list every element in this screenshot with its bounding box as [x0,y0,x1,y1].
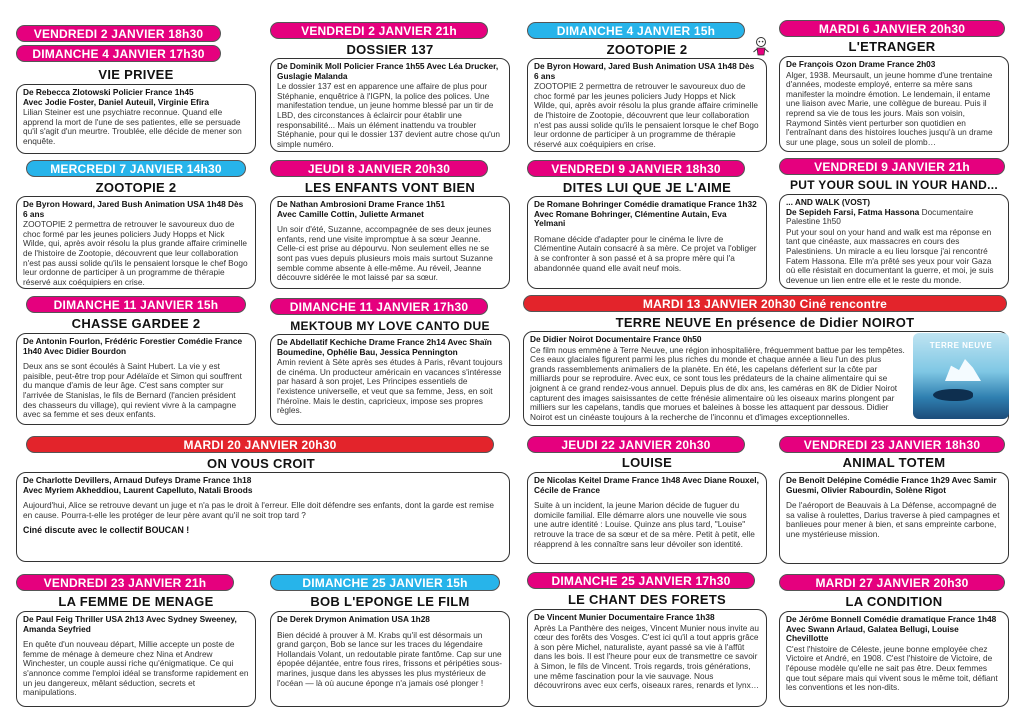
film-credits: De Romane Bohringer Comédie dramatique France 1h32 [534,199,757,209]
date-banner: JEUDI 8 JANVIER 20h30 [270,160,488,177]
film-title: TERRE NEUVE En présence de Didier NOIROT [615,315,915,330]
film-credits: De Byron Howard, Jared Bush Animation USA 1h48 Dès 6 ans [23,199,244,219]
film-synopsis: Un soir d'été, Suzanne, accompagnée de ses deux jeunes enfants, rend une visite impromptue à sa sœur Jeanne. Celle-ci est prise au dépourvu. Non seulement elles ne se sont pas vues depuis plusieurs mois mais surtout Suzanne semble comme absente à elle-même. Au réveil, Jeanne découvre sidérée le mot laissé par sa sœur. [277,224,493,283]
film-title: LES ENFANTS VONT BIEN [304,180,476,195]
film-synopsis: Suite à un incident, la jeune Marion décide de fuguer du domicile familial. Elle démarre alors une nouvelle vie sous une autre identité : Louise. Quinze ans plus tard, "Louise" retrouve la trace de sa sœur et de sa mère. Petit à petit, elle réapprend à les connaître sans leur dévoiler son identité. [534,500,755,549]
film-credits: De Vincent Munier Documentaire France 1h38 [534,612,715,622]
film-card [779,472,1009,564]
event-note: Ciné discute avec le collectif BOUCAN ! [23,525,190,536]
film-credits: De François Ozon Drame France 2h03 [786,59,936,69]
film-credits: De Dominik Moll Policier France 1h55 Avec Léa Drucker, Guslagie Malanda [277,61,499,81]
date-banner: MARDI 6 JANVIER 20h30 [779,20,1005,37]
film-card [270,611,510,707]
date-banner: MARDI 13 JANVIER 20h30 Ciné rencontre [523,295,1007,312]
film-title: PUT YOUR SOUL IN YOUR HAND... [789,178,999,192]
film-title: LE CHANT DES FORETS [567,592,727,607]
film-card [270,58,510,152]
film-poster [913,333,1009,419]
film-title: ZOOTOPIE 2 [95,180,177,195]
film-title: CHASSE GARDEE 2 [71,316,201,331]
date-banner: DIMANCHE 11 JANVIER 17h30 [270,298,488,315]
film-credits: De Paul Feig Thriller USA 2h13 Avec Sydney Sweeney, Amanda Seyfried [23,614,237,634]
film-credits: De Charlotte Devillers, Arnaud Dufeys Drame France 1h18 [23,475,252,485]
whale-shape [933,389,973,401]
film-credits: De Nathan Ambrosioni Drame France 1h51 [277,199,445,209]
film-credits: De Nicolas Keitel Drame France 1h48 Avec Diane Rouxel, Cécile de France [534,475,759,495]
date-banner: MARDI 27 JANVIER 20h30 [779,574,1005,591]
film-cast: Avec Romane Bohringer, Clémentine Autain, Eva Yelmani [534,208,727,229]
date-banner: VENDREDI 23 JANVIER 21h [16,574,234,591]
film-credits: De Jérôme Bonnell Comédie dramatique France 1h48 [786,614,997,624]
film-title: DOSSIER 137 [346,42,434,57]
date-banner: DIMANCHE 4 JANVIER 17h30 [16,45,221,62]
film-title: ZOOTOPIE 2 [606,42,688,57]
poster-title: TERRE NEUVE [929,341,993,350]
film-card [270,196,510,289]
film-synopsis: C'est l'histoire de Céleste, jeune bonne employée chez Victoire et André, en 1908. C'est l'histoire de Victoire, de l'épouse modèle qu'elle ne sait pas être. Deux femmes que tout sépare mais qui vivent sous le même toit, défiant les conventions et les non-dits. [786,643,998,693]
date-banner: VENDREDI 2 JANVIER 21h [270,22,488,39]
film-genre: Documentaire Palestine 1h50 [786,206,974,227]
film-card [779,611,1009,707]
iceberg-shape [941,359,981,381]
film-credits: De Derek Drymon Animation USA 1h28 [277,614,430,624]
date-banner: DIMANCHE 11 JANVIER 15h [26,296,246,313]
film-credits: De Antonin Fourlon, Frédéric Forestier Comédie France 1h40 Avec Didier Bourdon [23,336,243,356]
film-synopsis: Lilian Steiner est une psychiatre reconnue. Quand elle apprend la mort de l'une de ses patientes, elle se persuade qu'il s'agit d'un meurtre. Troublée, elle décide de mener son enquête. [23,107,242,146]
film-title: L'ETRANGER [848,39,936,54]
film-card [527,196,767,289]
date-banner: MERCREDI 7 JANVIER 14h30 [26,160,246,177]
film-credits: De Rebecca Zlotowski Policier France 1h45 [23,87,194,97]
film-synopsis: Le dossier 137 est en apparence une affaire de plus pour Stéphanie, enquêtrice à l'IGPN, la police des polices. Une manifestation tendue, un jeune homme blessé par un tir de LBD, des circonstances à éclaircir pour établir une responsabilité... Mais un élément inattendu va troubler Stéphanie, pour qui le dossier 137 devient autre chose qu'un simple numéro. [277,81,500,149]
film-synopsis: Bien décidé à prouver à M. Krabs qu'il est désormais un grand garçon, Bob se lance sur les traces du légendaire Hollandais Volant, un redoutable pirate fantôme. Cap sur une épopée déjantée, entre fous rires, frissons et péripéties sous-marines, jusque dans les abysses les plus mystérieux de l'océan — là où aucune éponge n'a jamais osé plonger ! [277,629,503,688]
film-subtitle: ... AND WALK (VOST) [786,197,871,207]
film-synopsis: Ce film nous emmène à Terre Neuve, une région inhospitalière, fréquemment battue par les tempêtes. Ces eaux glaciales figurent parmi les plus riches du monde et chaque année a lieu l'un des plus grands rassemblements animaliers de la planète. En été, les capelans déferlent sur la côte par milliards pour se reproduire. Avec eux, ce sont tous les prédateurs de la chaine alimentaire qui se joignent à ce grand rendez-vous annuel. Depuis plus de dix ans, les caméras en 8K de Didier Noirot capturent des images saisissantes de cette frénésie alimentaire où les oiseaux marins plongent par milliers sur les capelans, tandis que morues et baleines à bosse les attaquent par dessous. Didier Noirot est un cinéaste toujours à la recherche de l'inconnu et d'images exceptionnelles. [530,344,905,422]
date-banner: DIMANCHE 25 JANVIER 17h30 [527,572,755,589]
film-cast: Avec Jodie Foster, Daniel Auteuil, Virginie Efira [23,96,209,107]
film-synopsis: Alger, 1938. Meursault, un jeune homme d'une trentaine d'années, modeste employé, enterre sa mère sans manifester la moindre émotion. Le lendemain, il entame une liaison avec Marie, une collègue de bureau. Puis il reprend sa vie de tous les jours. Mais son voisin, Raymond Sintès vient perturber son quotidien en l'entraînant dans des histoires louches jusqu'à un drame sur une plage, sous un soleil de plomb… [786,69,993,147]
film-card [270,334,510,425]
film-title: BOB L'EPONGE LE FILM [310,594,470,609]
date-banner: MARDI 20 JANVIER 20h30 [26,436,494,453]
film-title: LA CONDITION [845,594,943,609]
film-card [16,84,256,154]
film-synopsis: Aujourd'hui, Alice se retrouve devant un juge et n'a pas le droit à l'erreur. Elle doit défendre ses enfants, dont la garde est remise en cause. Pourra-t-elle les protéger de leur père avant qu'il ne soit trop tard ? [23,500,495,520]
film-card [16,611,256,707]
film-synopsis: Put your soul on your hand and walk est ma réponse en tant que cinéaste, aux massacres en cours des Palestiniens. Un miracle a eu lieu lorsque j'ai rencontré Fatem Hassona. Elle m'a prêté ses yeux pour voir Gaza où elle résistait en documentant la guerre, et moi, je suis devenue un lien entre elle et le reste du monde. [786,226,994,285]
film-synopsis: Romane décide d'adapter pour le cinéma le livre de Clémentine Autain consacré à sa mère. Ce projet va l'obliger à se confronter à son passé et à sa propre mère qui l'a abandonnée quand elle avait neuf mois. [534,233,757,273]
film-credits: De Didier Noirot Documentaire France 0h50 [530,334,702,344]
film-synopsis: Après La Panthère des neiges, Vincent Munier nous invite au cœur des forêts des Vosges. C'est ici qu'il a tout appris grâce à son père Michel, naturaliste, ayant passé sa vie à l'affût dans les bois. Il est l'heure pour eux de transmettre ce savoir à Simon, le fils de Vincent. Trois regards, trois générations, une même fascination pour la vie sauvage. Nous découvrirons avec eux cerfs, oiseaux rares, renards et lynx… [534,622,760,691]
date-banner: VENDREDI 9 JANVIER 21h [779,158,1005,175]
film-cast: Avec Myriem Akheddiou, Laurent Capelluto, Natali Broods [23,484,253,495]
film-title: LA FEMME DE MENAGE [58,594,214,609]
film-synopsis: De l'aéroport de Beauvais à La Défense, accompagné de sa valise à roulettes, Darius traverse à pied campagnes et banlieues pour mener à bien, et sans empreinte carbone, une mystérieuse mission. [786,500,1000,539]
film-credits: De Abdellatif Kechiche Drame France 2h14 Avec Shaïn Boumedine, Ophélie Bau, Jessica Pennington [277,337,492,357]
film-title: LOUISE [621,455,673,470]
film-synopsis: Deux ans se sont écoulés à Saint Hubert. La vie y est paisible, peut-être trop pour Adélaïde et Simon qui souffrent du manque d'amis de leur âge. C'est sans compter sur l'arrivée de Stanislas, le fils de Bernard (l'ancien président des chasseurs du village), qui revient vivre à la campagne avec sa femme et ses deux enfants. [23,361,242,420]
film-synopsis: Amin revient à Sète après ses études à Paris, rêvant toujours de cinéma. Un producteur américain en vacances s'intéresse par hasard à son projet, Les Principes essentiels de l'existence universelle, et veut que sa femme, Jess, en soit l'héroïne. Mais le destin, capricieux, impose ses propres règles. [277,357,503,416]
film-credits: De Benoît Delépine Comédie France 1h29 Avec Samir Guesmi, Olivier Rabourdin, Solène Rigot [786,475,997,495]
film-title: VIE PRIVEE [98,67,174,82]
film-synopsis: En quête d'un nouveau départ, Millie accepte un poste de femme de ménage à demeure chez Nina et Andrew Winchester, un couple aussi riche qu'énigmatique. Ce qui s'annonce comme l'emploi idéal se transforme rapidement en un jeu dangereux, mêlant séduction, secrets et manipulations. [23,639,249,698]
film-card [527,609,767,707]
date-banner: VENDREDI 2 JANVIER 18h30 [16,25,221,42]
film-card [16,333,256,425]
film-synopsis: ZOOTOPIE 2 permettra de retrouver le savoureux duo de choc formé par les jeunes policiers Judy Hopps et Nick Wilde, qui, après avoir résolu la plus grande affaire criminelle de l'histoire de Zootopie, découvrent que leur collaboration n'est pas aussi solide qu'ils le pensaient lorsque le chef Bogo leur ordonne de participer à un programme de thérapie réservé aux coéquipiers en crise. [534,81,759,149]
film-card [779,194,1009,289]
date-banner: VENDREDI 23 JANVIER 18h30 [779,436,1005,453]
film-card [16,472,510,562]
film-credits: De Sepideh Farsi, Fatma Hassona [786,206,920,217]
film-title: DITES LUI QUE JE L'AIME [562,180,732,195]
film-card [527,472,767,564]
film-title: MEKTOUB MY LOVE CANTO DUE [290,319,490,333]
date-banner: VENDREDI 9 JANVIER 18h30 [527,160,745,177]
film-cast: Avec Camille Cottin, Juliette Armanet [277,208,424,219]
film-credits: De Byron Howard, Jared Bush Animation USA 1h48 Dès 6 ans [534,61,755,81]
film-synopsis: ZOOTOPIE 2 permettra de retrouver le savoureux duo de choc formé par les jeunes policiers Judy Hopps et Nick Wilde, qui, après avoir résolu la plus grande affaire criminelle de l'histoire de Zootopie, découvrent que leur collaboration n'est pas aussi solide qu'ils le pensaient lorsque le chef Bogo leur ordonne de participer à un programme de thérapie réservé aux coéquipiers en crise. [23,219,248,287]
film-title: ON VOUS CROIT [207,456,315,471]
film-card [527,58,767,152]
film-card [779,56,1009,152]
date-banner: DIMANCHE 25 JANVIER 15h [270,574,500,591]
date-banner: JEUDI 22 JANVIER 20h30 [527,436,745,453]
film-cast: Avec Swann Arlaud, Galatea Bellugi, Louise Chevillotte [786,623,959,644]
film-card [16,196,256,289]
date-banner: DIMANCHE 4 JANVIER 15h [527,22,745,39]
film-title: ANIMAL TOTEM [842,455,946,470]
